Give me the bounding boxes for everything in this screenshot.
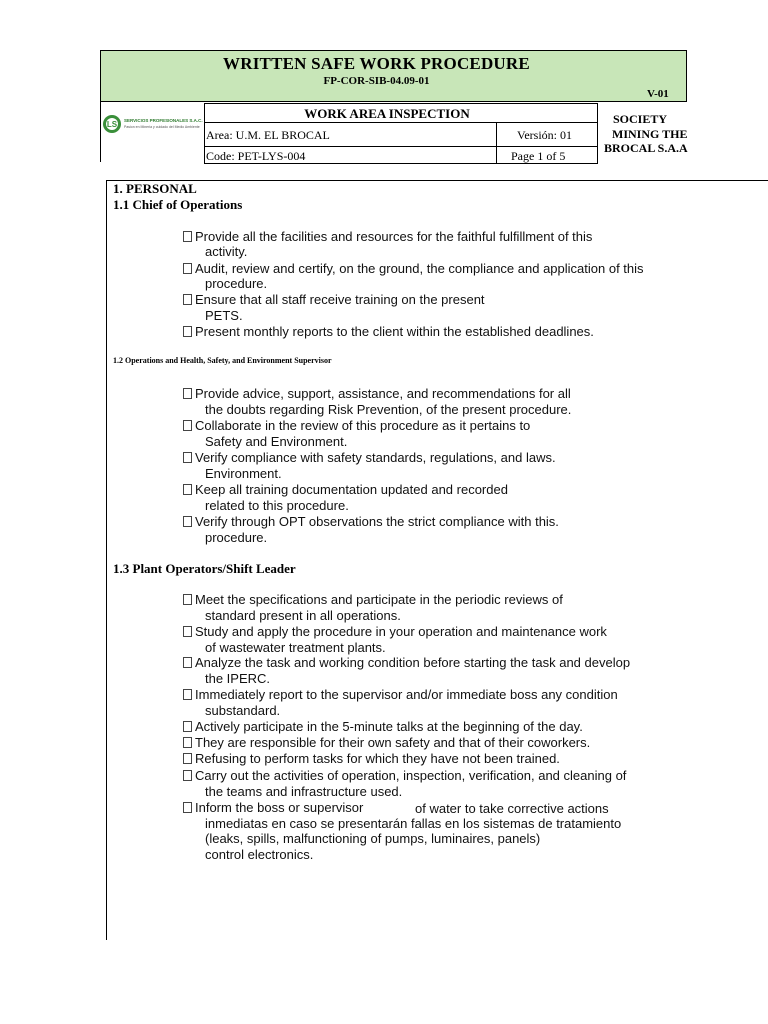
list-item: Verify compliance with safety standards, regulations, and laws. [183, 450, 556, 465]
checkbox-icon [183, 294, 192, 305]
list-item-continuation: related to this procedure. [205, 498, 349, 513]
logo-emblem-icon [102, 114, 122, 134]
code-cell: Code: PET-LYS-004 [206, 149, 306, 163]
list-item: Ensure that all staff receive training on the present [183, 292, 485, 307]
list-item: Keep all training documentation updated and recorded [183, 482, 508, 497]
checkbox-icon [183, 452, 192, 463]
checkbox-icon [183, 802, 192, 813]
checkbox-icon [183, 263, 192, 274]
list-item: They are responsible for their own safety and that of their coworkers. [183, 735, 590, 750]
header-divider [100, 102, 101, 162]
grid-divider [204, 146, 598, 147]
list-item-continuation: the teams and infrastructure used. [205, 784, 403, 799]
list-item: Immediately report to the supervisor and/or immediate boss any condition [183, 687, 618, 702]
checkbox-icon [183, 626, 192, 637]
list-item: Collaborate in the review of this procedure as it pertains to [183, 418, 530, 433]
company-name [600, 112, 695, 156]
list-item-continuation: of wastewater treatment plants. [205, 640, 386, 655]
list-item-continuation: Environment. [205, 466, 282, 481]
list-item: Present monthly reports to the client within the established deadlines. [183, 324, 594, 339]
checkbox-icon [183, 657, 192, 668]
content-border-top [106, 180, 768, 181]
list-item-fragment: of water to take corrective actions [415, 801, 609, 816]
list-item-continuation: inmediatas en caso se presentarán fallas en los sistemas de tratamiento [205, 816, 622, 831]
checkbox-icon [183, 388, 192, 399]
list-item: Actively participate in the 5-minute talks at the beginning of the day. [183, 719, 583, 734]
list-item: Carry out the activities of operation, inspection, verification, and cleaning of [183, 768, 626, 783]
checkbox-icon [183, 420, 192, 431]
svg-text:LS: LS [106, 120, 118, 129]
list-item: Provide advice, support, assistance, and recommendations for all [183, 386, 571, 401]
version-cell: Versión: 01 [517, 128, 572, 142]
list-item-continuation: Safety and Environment. [205, 434, 348, 449]
subsection-title: 1.3 Plant Operators/Shift Leader [113, 561, 296, 576]
list-item: Inform the boss or supervisor [183, 800, 363, 815]
list-item-continuation: control electronics. [205, 847, 314, 862]
list-item-continuation: procedure. [205, 276, 268, 291]
list-item-continuation: procedure. [205, 530, 268, 545]
logo-text: SERVICIOS PROFESIONALES S.A.C. [124, 118, 203, 123]
checkbox-icon [183, 753, 192, 764]
version-tag: V-01 [647, 88, 669, 100]
subsection-title: 1.2 Operations and Health, Safety, and Environment Supervisor [113, 356, 332, 365]
list-item-continuation: activity. [205, 244, 248, 259]
list-item-continuation: the IPERC. [205, 671, 271, 686]
grid-divider [204, 122, 598, 123]
content-border-left [106, 180, 107, 940]
checkbox-icon [183, 326, 192, 337]
list-item: Study and apply the procedure in your operation and maintenance work [183, 624, 607, 639]
list-item: Analyze the task and working condition before starting the task and develop [183, 655, 630, 670]
checkbox-icon [183, 689, 192, 700]
checkbox-icon [183, 770, 192, 781]
document-title: WRITTEN SAFE WORK PROCEDURE [223, 54, 530, 73]
checkbox-icon [183, 231, 192, 242]
list-item: Meet the specifications and participate in the periodic reviews of [183, 592, 563, 607]
list-item: Refusing to perform tasks for which they have not been trained. [183, 751, 560, 766]
section-heading: 1. PERSONAL [113, 181, 197, 196]
list-item: Verify through OPT observations the strict compliance with this. [183, 514, 559, 529]
list-item-continuation: standard present in all operations. [205, 608, 401, 623]
company-logo [102, 110, 202, 138]
area-cell: Area: U.M. EL BROCAL [206, 128, 330, 142]
checkbox-icon [183, 594, 192, 605]
list-item: Provide all the facilities and resources for the faithful fulfillment of this [183, 229, 592, 244]
list-item-continuation: PETS. [205, 308, 243, 323]
list-item-continuation: substandard. [205, 703, 281, 718]
list-item-continuation: the doubts regarding Risk Prevention, of the present procedure. [205, 402, 572, 417]
company-line: BROCAL S.A.A [604, 141, 688, 155]
document-code: FP-COR-SIB-04.09-01 [323, 75, 430, 87]
checkbox-icon [183, 484, 192, 495]
page-cell: Page 1 of 5 [511, 149, 566, 163]
logo-subtext: Pasion en Mineria y cuidado del Medio Ambiente [124, 125, 200, 129]
checkbox-icon [183, 516, 192, 527]
company-line: SOCIETY [613, 112, 668, 126]
checkbox-icon [183, 721, 192, 732]
company-line: MINING THE [612, 126, 688, 141]
section-title: WORK AREA INSPECTION [304, 106, 470, 121]
grid-divider [496, 122, 497, 164]
subsection-title: 1.1 Chief of Operations [113, 197, 243, 212]
list-item-continuation: (leaks, spills, malfunctioning of pumps, luminaires, panels) [205, 831, 541, 846]
list-item: Audit, review and certify, on the ground, the compliance and application of this [183, 261, 644, 276]
checkbox-icon [183, 737, 192, 748]
